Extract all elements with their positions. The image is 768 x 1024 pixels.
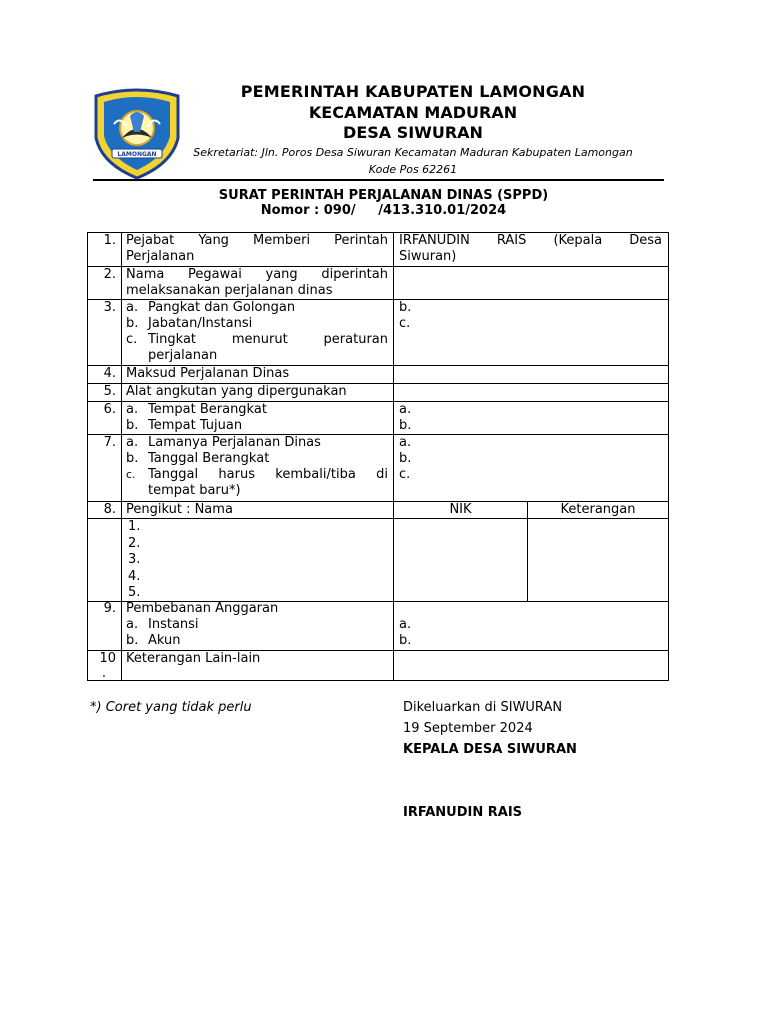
document-title-block [93,188,674,218]
row-number-7: 7. [103,435,116,450]
row-1-value [399,233,662,265]
issued-date: 19 September 2024 [403,721,533,736]
list-item [126,402,388,418]
row-number-4: 4. [103,366,116,381]
footnote: *) Coret yang tidak perlu [90,700,252,715]
document-title: SURAT PERINTAH PERJALANAN DINAS (SPPD) [218,188,549,203]
value-marker: b. [399,451,412,466]
value-marker: a. [399,402,412,417]
item-marker: a. [126,435,139,450]
row-2-label-line-1: Nama Pegawai yang diperintah [126,267,388,282]
value-marker: b. [399,633,412,648]
row-7-label [126,435,388,499]
item-text: Akun [148,633,181,648]
row-1-label-line-1: Pejabat Yang Memberi Perintah [126,233,388,248]
row-2-label [126,267,388,299]
list-item [126,451,388,467]
list-item [126,435,388,451]
value-marker: c. [399,316,411,331]
row-3-value [399,300,411,332]
row-3-label [126,300,388,364]
row-6-label [126,402,388,434]
header-line-2: KECAMATAN MADURAN [308,103,518,122]
list-item [126,332,388,364]
row-number-1: 1. [103,233,116,248]
item-marker: a. [126,402,139,417]
row-9-title: Pembebanan Anggaran [126,601,279,616]
row-7-value [399,435,411,483]
list-item [126,633,388,649]
item-text [148,467,388,499]
item-text: Tanggal Berangkat [148,451,270,466]
signer-position: KEPALA DESA SIWURAN [403,742,577,757]
item-marker: b. [126,451,139,466]
item-text: Lamanya Perjalanan Dinas [148,435,321,450]
header-line-1: PEMERINTAH KABUPATEN LAMONGAN [240,82,586,101]
row-number-5: 5. [103,384,116,399]
lamongan-regency-logo [90,86,184,180]
row-1-label [126,233,388,265]
address-line-1: Sekretariat: Jln. Poros Desa Siwuran Kecamatan Maduran Kabupaten Lamongan [193,146,633,159]
list-item [126,300,388,316]
row-number-3: 3. [103,300,116,315]
item-text: Jabatan/Instansi [148,316,253,331]
row-number-10-line-1: 10 [99,651,116,666]
header-line-3: DESA SIWURAN [343,123,483,142]
document-number: Nomor : 090/ /413.310.01/2024 [260,203,507,218]
row-8-label: Pengikut : Nama [126,502,233,517]
row-5-label: Alat angkutan yang dipergunakan [126,384,347,399]
item-text-line-1: Tanggal harus kembali/tiba di [148,467,388,482]
item-marker: c. [126,468,136,481]
row-number-8: 8. [103,502,116,517]
issued-place: Dikeluarkan di SIWURAN [403,700,563,715]
item-marker: b. [126,316,139,331]
item-marker: b. [126,418,139,433]
list-item: 5. [128,585,141,600]
list-item: 3. [128,552,141,567]
list-item [126,316,388,332]
row-10-label: Keterangan Lain-lain [126,651,261,666]
item-text-line-2: tempat baru*) [148,483,241,498]
row-number-6: 6. [103,402,116,417]
item-marker: a. [126,617,139,632]
row-2-label-line-2: melaksanakan perjalanan dinas [126,283,333,298]
item-text: Pangkat dan Golongan [148,300,296,315]
item-text-line-2: perjalanan [148,348,218,363]
address-line-2: Kode Pos 62261 [368,163,458,176]
row-number-10-line-2: . [101,666,107,681]
row-1-value-line-1: IRFANUDIN RAIS (Kepala Desa [399,233,662,248]
value-marker: c. [399,467,411,482]
signer-name: IRFANUDIN RAIS [403,805,523,820]
item-text: Tempat Berangkat [148,402,267,417]
row-divider [87,518,669,519]
item-marker: b. [126,633,139,648]
svg-text:LAMONGAN: LAMONGAN [117,151,157,158]
keterangan-header: Keterangan [560,502,636,517]
item-text-line-1: Tingkat menurut peraturan [148,332,388,347]
item-marker: c. [126,332,138,347]
value-marker: a. [399,617,412,632]
value-marker: b. [399,418,412,433]
pengikut-list [128,519,140,602]
list-item [126,467,388,499]
item-marker: a. [126,300,139,315]
row-number-2: 2. [103,267,116,282]
list-item: 1. [128,519,141,534]
row-number-10 [88,651,116,681]
list-item: 2. [128,535,141,551]
row-9-value [399,617,411,649]
list-item [126,418,388,434]
nik-header: NIK [449,502,472,517]
list-item: 4. [128,568,141,584]
table-border-bottom [87,680,669,681]
value-marker: b. [399,300,412,315]
header-address [183,144,643,178]
row-1-label-line-2: Perjalanan [126,249,195,264]
row-6-value [399,402,411,434]
item-text: Instansi [148,617,199,632]
row-1-value-line-2: Siwuran) [399,249,457,264]
header-divider [93,179,664,181]
item-text [148,332,388,364]
value-marker: a. [399,435,412,450]
list-item [126,617,388,633]
item-text: Tempat Tujuan [148,418,243,433]
row-number-9: 9. [103,601,116,616]
row-4-label: Maksud Perjalanan Dinas [126,366,290,381]
row-9-label [126,601,388,649]
